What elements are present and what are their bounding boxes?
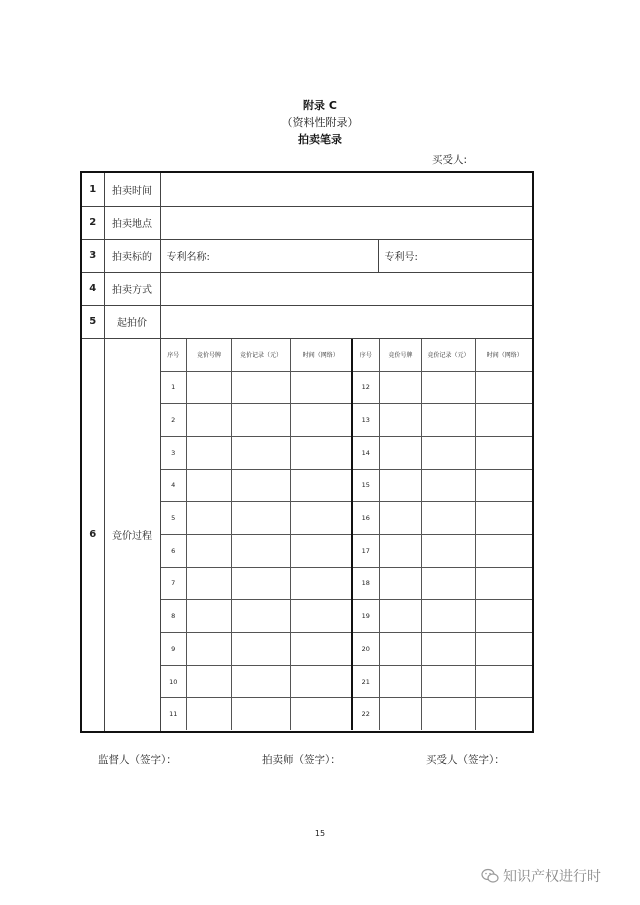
bid-entry-cell[interactable]: [291, 633, 352, 666]
bid-entry-cell[interactable]: [422, 534, 476, 567]
bid-entry-cell[interactable]: [232, 436, 291, 469]
bid-table-header: 竞价号牌: [187, 339, 232, 372]
watermark-text: 知识产权进行时: [503, 869, 601, 885]
bid-table-header: 序号: [352, 339, 380, 372]
buyer-signature-label: 买受人（签字）：: [426, 754, 505, 766]
bid-seq-number: 17: [352, 534, 380, 567]
wechat-icon: [481, 868, 499, 884]
bid-entry-cell[interactable]: [380, 633, 422, 666]
bid-table-header: 竞价号牌: [380, 339, 422, 372]
row-bidding-process: [81, 338, 533, 732]
bid-entry-cell[interactable]: [291, 665, 352, 698]
row-number: 4: [81, 272, 104, 305]
bid-table-row: [161, 633, 534, 666]
row-label: 拍卖标的: [104, 239, 160, 272]
bid-seq-number: 10: [161, 665, 187, 698]
bid-entry-cell[interactable]: [232, 567, 291, 600]
bid-entry-cell[interactable]: [291, 567, 352, 600]
bid-entry-cell[interactable]: [476, 371, 534, 404]
starting-price-field[interactable]: [160, 305, 533, 338]
bid-entry-cell[interactable]: [380, 665, 422, 698]
bid-entry-cell[interactable]: [232, 404, 291, 437]
auction-record-table: [80, 171, 534, 733]
bid-table-row: [161, 469, 534, 502]
bid-entry-cell[interactable]: [476, 633, 534, 666]
page-number: 15: [314, 829, 326, 838]
row-label: 竞价过程: [104, 338, 160, 732]
bid-entry-cell[interactable]: [476, 502, 534, 535]
buyer-label-top: 买受人:: [432, 154, 468, 166]
row-auction-method: [81, 272, 533, 305]
bid-entry-cell[interactable]: [291, 698, 352, 730]
bid-entry-cell[interactable]: [380, 567, 422, 600]
bid-entry-cell[interactable]: [232, 665, 291, 698]
bid-table-container: [160, 338, 533, 732]
bid-entry-cell[interactable]: [380, 600, 422, 633]
bid-entry-cell[interactable]: [291, 436, 352, 469]
patent-name-field[interactable]: 专利名称:: [160, 239, 378, 272]
row-number: 5: [81, 305, 104, 338]
bid-seq-number: 12: [352, 371, 380, 404]
bid-entry-cell[interactable]: [380, 469, 422, 502]
auction-location-field[interactable]: [160, 206, 533, 239]
bid-entry-cell[interactable]: [187, 600, 232, 633]
row-auction-location: [81, 206, 533, 239]
row-auction-time: [81, 172, 533, 206]
bid-seq-number: 20: [352, 633, 380, 666]
bid-seq-number: 21: [352, 665, 380, 698]
bid-table-row: [161, 567, 534, 600]
bid-entry-cell[interactable]: [422, 600, 476, 633]
bid-seq-number: 2: [161, 404, 187, 437]
bid-entry-cell[interactable]: [380, 698, 422, 730]
bid-table-header-row: [161, 339, 534, 372]
bid-entry-cell[interactable]: [291, 469, 352, 502]
bid-table-header: 序号: [161, 339, 187, 372]
bid-entry-cell[interactable]: [232, 534, 291, 567]
bid-table-row: [161, 404, 534, 437]
appendix-note: （资料性附录）: [281, 116, 359, 129]
bid-table-row: [161, 502, 534, 535]
bid-entry-cell[interactable]: [380, 534, 422, 567]
row-label: 拍卖地点: [104, 206, 160, 239]
row-label: 拍卖方式: [104, 272, 160, 305]
bid-table-row: [161, 534, 534, 567]
bid-entry-cell[interactable]: [422, 698, 476, 730]
bid-seq-number: 18: [352, 567, 380, 600]
bid-entry-cell[interactable]: [422, 404, 476, 437]
bid-entry-cell[interactable]: [187, 567, 232, 600]
bid-seq-number: 5: [161, 502, 187, 535]
appendix-title: 附录 C: [303, 99, 337, 112]
bid-entry-cell[interactable]: [187, 698, 232, 730]
bid-entry-cell[interactable]: [422, 436, 476, 469]
bid-seq-number: 15: [352, 469, 380, 502]
bid-entry-cell[interactable]: [380, 371, 422, 404]
bid-table-header: 时间（网络）: [291, 339, 352, 372]
bid-entry-cell[interactable]: [187, 371, 232, 404]
bid-entry-cell[interactable]: [187, 469, 232, 502]
bid-entry-cell[interactable]: [232, 502, 291, 535]
bid-seq-number: 7: [161, 567, 187, 600]
bid-seq-number: 11: [161, 698, 187, 730]
bid-entry-cell[interactable]: [380, 404, 422, 437]
bid-entry-cell[interactable]: [422, 502, 476, 535]
bid-table-header: 竞价记录（元）: [422, 339, 476, 372]
bid-entry-cell[interactable]: [422, 469, 476, 502]
bid-entry-cell[interactable]: [187, 404, 232, 437]
bid-entry-cell[interactable]: [291, 534, 352, 567]
row-number: 6: [81, 338, 104, 732]
row-starting-price: [81, 305, 533, 338]
bid-entry-cell[interactable]: [422, 665, 476, 698]
bid-entry-cell[interactable]: [187, 502, 232, 535]
patent-number-field[interactable]: 专利号:: [378, 239, 533, 272]
bid-entry-cell[interactable]: [476, 534, 534, 567]
row-label: 拍卖时间: [104, 172, 160, 206]
document-title: 拍卖笔录: [298, 133, 342, 146]
auction-method-field[interactable]: [160, 272, 533, 305]
bid-entry-cell[interactable]: [476, 436, 534, 469]
bid-entry-cell[interactable]: [232, 633, 291, 666]
bid-entry-cell[interactable]: [380, 502, 422, 535]
row-number: 3: [81, 239, 104, 272]
row-label: 起拍价: [104, 305, 160, 338]
bid-entry-cell[interactable]: [232, 469, 291, 502]
bid-seq-number: 22: [352, 698, 380, 730]
bid-seq-number: 1: [161, 371, 187, 404]
bid-entry-cell[interactable]: [476, 698, 534, 730]
bid-table-header: 时间（网络）: [476, 339, 534, 372]
bid-seq-number: 9: [161, 633, 187, 666]
bid-seq-number: 16: [352, 502, 380, 535]
bid-table-row: [161, 600, 534, 633]
bid-seq-number: 3: [161, 436, 187, 469]
auctioneer-signature-label: 拍卖师（签字）：: [262, 754, 341, 766]
bid-seq-number: 14: [352, 436, 380, 469]
bid-table-row: [161, 698, 534, 730]
bid-seq-number: 8: [161, 600, 187, 633]
bid-seq-number: 6: [161, 534, 187, 567]
bid-entry-cell[interactable]: [422, 371, 476, 404]
row-number: 1: [81, 172, 104, 206]
bid-entry-cell[interactable]: [422, 633, 476, 666]
bid-entry-cell[interactable]: [232, 600, 291, 633]
bid-entry-cell[interactable]: [476, 404, 534, 437]
bid-entry-cell[interactable]: [422, 567, 476, 600]
bid-seq-number: 13: [352, 404, 380, 437]
bid-table-row: [161, 665, 534, 698]
bid-entry-cell[interactable]: [291, 371, 352, 404]
bid-seq-number: 19: [352, 600, 380, 633]
bid-table: [161, 339, 534, 731]
bid-entry-cell[interactable]: [187, 633, 232, 666]
bid-seq-number: 4: [161, 469, 187, 502]
bid-entry-cell[interactable]: [380, 436, 422, 469]
row-number: 2: [81, 206, 104, 239]
bid-entry-cell[interactable]: [476, 469, 534, 502]
auction-time-field[interactable]: [160, 172, 533, 206]
bid-table-row: [161, 371, 534, 404]
bid-entry-cell[interactable]: [232, 698, 291, 730]
watermark: [481, 866, 601, 886]
bid-entry-cell[interactable]: [232, 371, 291, 404]
bid-entry-cell[interactable]: [291, 502, 352, 535]
bid-entry-cell[interactable]: [187, 665, 232, 698]
bid-entry-cell[interactable]: [187, 534, 232, 567]
bid-table-row: [161, 436, 534, 469]
bid-entry-cell[interactable]: [187, 436, 232, 469]
supervisor-signature-label: 监督人（签字）：: [98, 754, 177, 766]
bid-entry-cell[interactable]: [476, 567, 534, 600]
bid-entry-cell[interactable]: [476, 600, 534, 633]
bid-table-header: 竞价记录（元）: [232, 339, 291, 372]
bid-entry-cell[interactable]: [291, 404, 352, 437]
row-auction-subject: [81, 239, 533, 272]
bid-entry-cell[interactable]: [291, 600, 352, 633]
bid-entry-cell[interactable]: [476, 665, 534, 698]
